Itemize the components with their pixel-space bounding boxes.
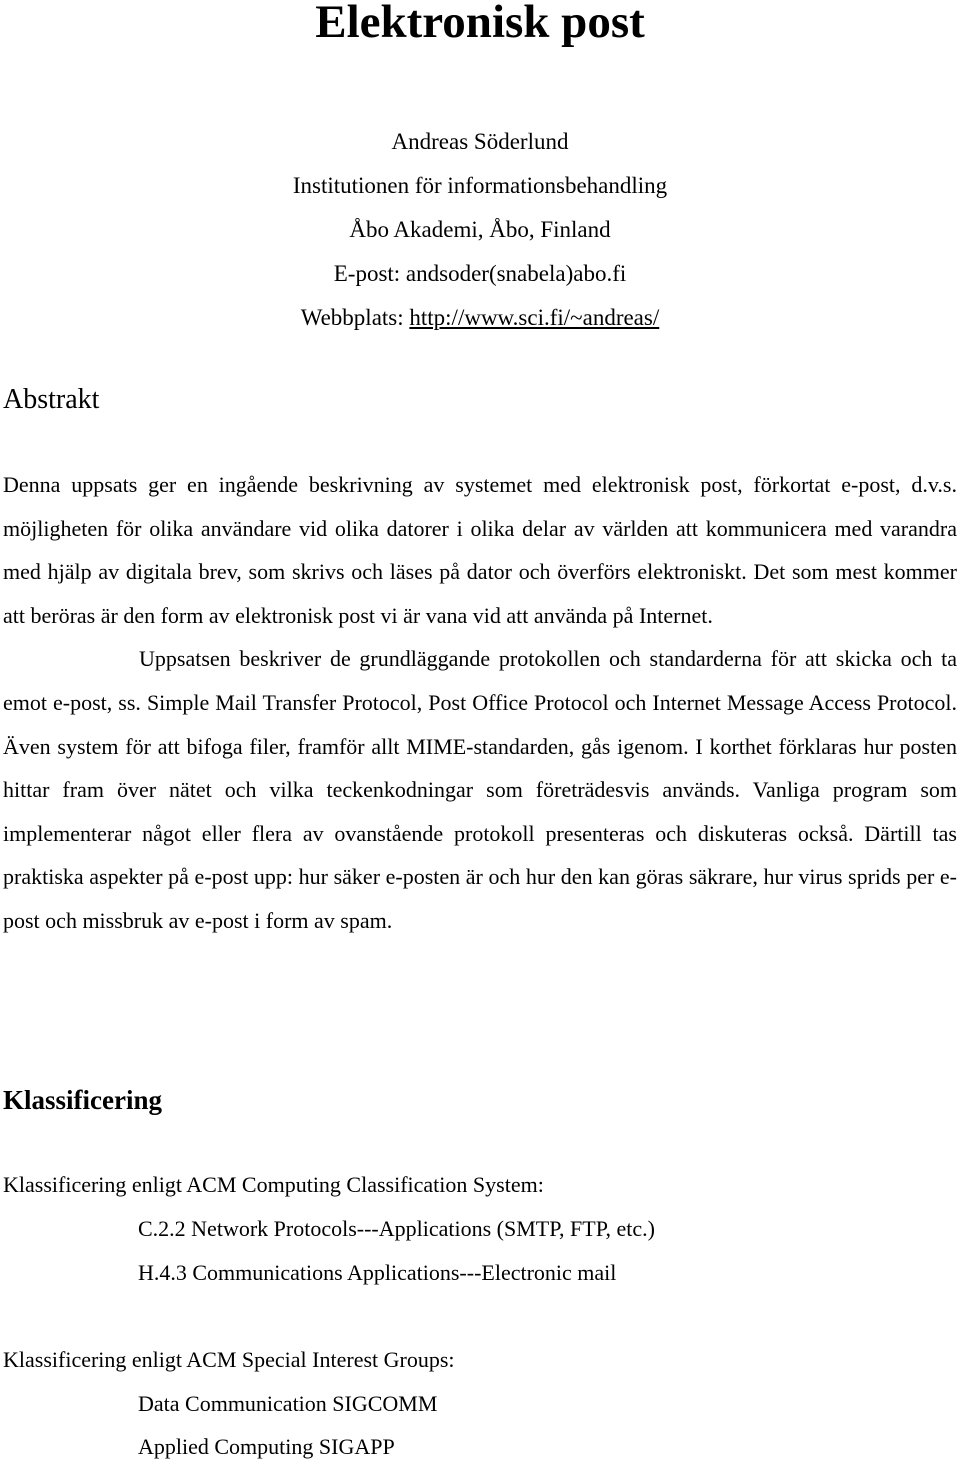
abstract-paragraph-2: Uppsatsen beskriver de grundläggande protokollen och standarderna för att skicka och ta emot e-post, ss. Simple Mail Transfer Protocol, Post Office Protocol och Internet Message Access Protocol. Även system för att bifoga filer, framför allt MIME-standarden, gås igenom. I korthet förklaras hur posten hittar fram över nätet och vilka teckenkodningar som företrädesvis används. Vanliga program som implementerar något eller flera av ovanstående protokoll presenteras och diskuteras också. Därtill tas praktiska aspekter på e-post upp: hur säker e-posten är och hur den kan göras säkrare, hur virus sprids per e-post och missbruk av e-post i form av spam. <box>3 646 957 933</box>
abstract-heading: Abstrakt <box>3 384 100 415</box>
document-title: Elektronisk post <box>315 0 645 48</box>
author-block <box>0 120 960 340</box>
author-name: Andreas Söderlund <box>391 129 569 154</box>
acm-ccs-item: C.2.2 Network Protocols---Applications (SMTP, FTP, etc.) <box>138 1216 655 1241</box>
author-university: Åbo Akademi, Åbo, Finland <box>349 217 611 242</box>
acm-ccs-item: H.4.3 Communications Applications---Electronic mail <box>138 1260 617 1285</box>
acm-ccs-label: Klassificering enligt ACM Computing Classification System: <box>3 1172 544 1197</box>
abstract-paragraph-1: Denna uppsats ger en ingående beskrivning av systemet med elektronisk post, förkortat e-post, d.v.s. möjligheten för olika användare vid olika datorer i olika delar av världen att kommunicera med varandra med hjälp av digitala brev, som skrivs och läses på dator och överförs elektroniskt. Det som mest kommer att beröras är den form av elektronisk post vi är vana vid att använda på Internet. <box>3 472 957 628</box>
website-label: Webbplats: <box>300 305 410 330</box>
author-email: E-post: andsoder(snabela)abo.fi <box>333 261 627 286</box>
abstract-body <box>3 463 957 943</box>
website-link[interactable]: http://www.sci.fi/~andreas/ <box>409 305 660 330</box>
acm-sig-item: Data Communication SIGCOMM <box>138 1391 438 1416</box>
author-institution: Institutionen för informationsbehandling <box>292 173 668 198</box>
acm-sig-label: Klassificering enligt ACM Special Interest Groups: <box>3 1347 455 1372</box>
acm-sig-item: Applied Computing SIGAPP <box>138 1434 395 1459</box>
author-website <box>0 296 960 340</box>
classification-heading: Klassificering <box>3 1085 162 1115</box>
